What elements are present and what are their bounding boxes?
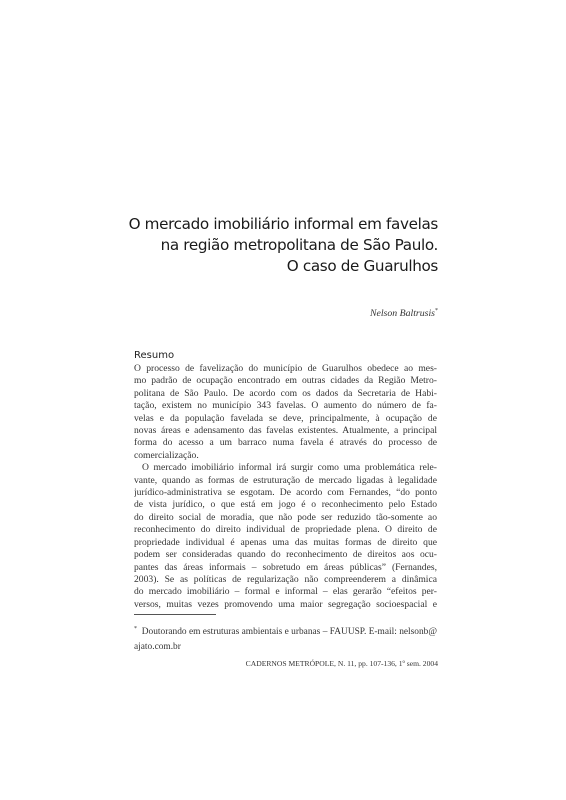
footnote-mark: * <box>134 626 137 632</box>
text-line: forma do acesso a um barraco numa favela é através do processo de <box>134 437 437 449</box>
title-line: na região metropolitana de São Paulo. <box>160 236 438 254</box>
footnote <box>134 622 437 655</box>
text-line: reconhecimento do direito individual de propriedade plena. O direito de <box>134 524 437 536</box>
text-line: podem ser consideradas quando do reconhecimento de direitos aos ocu- <box>134 549 437 561</box>
footnote-line <box>134 622 437 640</box>
abstract-heading: Resumo <box>134 350 175 361</box>
running-footer: CADERNOS METRÓPOLE, N. 11, pp. 107-136, 1º sem. 2004 <box>245 659 438 668</box>
text-line: tação, existem no município 343 favelas. O aumento do número de fa- <box>134 400 437 412</box>
title-line: O caso de Guarulhos <box>286 257 438 275</box>
text-line: O mercado imobiliário informal irá surgir como uma problemática rele- <box>142 462 437 474</box>
text-line: jurídico-administrativa se esgotam. De acordo com Fernandes, “do ponto <box>134 487 437 499</box>
text-line: do mercado imobiliário – formal e informal – elas gerarão “efeitos per- <box>134 586 437 598</box>
text-line: de vista jurídico, o que está em jogo é o reconhecimento pelo Estado <box>134 499 437 511</box>
text-line: politana de São Paulo. De acordo com os dados da Secretaria de Habi- <box>134 387 437 399</box>
text-line: comercialização. <box>134 449 199 461</box>
text-line: versos, muitas vezes promovendo uma maior segregação socioespacial e <box>134 598 437 610</box>
abstract-paragraph <box>134 462 437 611</box>
text-line: propriedade individual é apenas uma das muitas formas de direito que <box>134 536 437 548</box>
text-line: novas áreas e adensamento das favelas existentes. Atualmente, a principal <box>134 425 437 437</box>
article-title <box>108 214 438 277</box>
footnote-text: Doutorando em estruturas ambientais e urbanas – FAUUSP. E-mail: nelsonb@ <box>141 627 437 637</box>
abstract-paragraph <box>134 363 437 462</box>
text-line: pantes das áreas informais – sobretudo em áreas públicas” (Fernandes, <box>134 561 437 573</box>
author-byline <box>370 308 438 319</box>
footnote-divider <box>134 614 216 615</box>
text-line: do direito social de moradia, que não pode ser reduzido tão-somente ao <box>134 511 437 523</box>
footnote-line: ajato.com.br <box>134 642 181 652</box>
author-footnote-mark: * <box>435 308 438 314</box>
text-line: velas e da população favelada se deve, principalmente, à ocupação de <box>134 412 437 424</box>
text-line: O processo de favelização do município de Guarulhos obedece ao mes- <box>134 363 437 374</box>
abstract-body <box>134 363 437 611</box>
text-line: 2003). Se as políticas de regularização não compreenderem a dinâmica <box>134 573 437 585</box>
text-line: mo padrão de ocupação encontrado em outras cidades da Região Metro- <box>134 375 437 387</box>
title-line: O mercado imobiliário informal em favelas <box>128 215 438 233</box>
author-name: Nelson Baltrusis <box>369 308 435 319</box>
text-line: vante, quando as formas de estruturação de mercado ligadas à legalidade <box>134 474 437 486</box>
